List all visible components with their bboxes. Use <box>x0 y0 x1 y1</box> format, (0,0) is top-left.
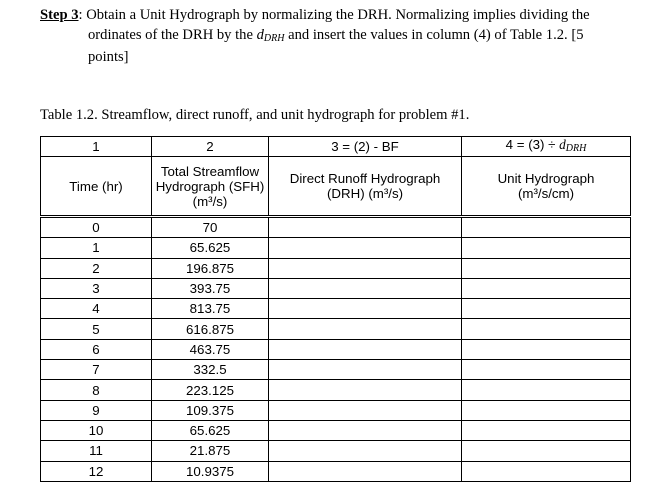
uh-cell[interactable] <box>462 360 631 380</box>
table-row <box>41 278 631 298</box>
header-sfh-line2: Hydrograph (SFH) <box>155 178 265 194</box>
step-label: Step 3 <box>40 7 79 23</box>
d-symbol: d <box>256 26 264 43</box>
uh-cell[interactable] <box>462 400 631 420</box>
col-number-4 <box>462 137 631 157</box>
table-row <box>41 400 631 420</box>
drh-cell[interactable] <box>269 360 462 380</box>
header-sfh <box>152 157 269 217</box>
uh-cell[interactable] <box>462 339 631 359</box>
time-cell: 8 <box>41 380 152 400</box>
header-sfh-line1: Total Streamflow <box>160 163 260 179</box>
time-cell: 3 <box>41 278 152 298</box>
hydrograph-table <box>40 136 631 482</box>
uh-cell[interactable] <box>462 299 631 319</box>
time-cell: 12 <box>41 461 152 481</box>
uh-cell[interactable] <box>462 278 631 298</box>
sfh-cell: 196.875 <box>152 258 269 278</box>
drh-cell[interactable] <box>269 299 462 319</box>
header-drh-line2: (DRH) (m³/s) <box>326 186 404 201</box>
uh-cell[interactable] <box>462 441 631 461</box>
drh-cell[interactable] <box>269 217 462 238</box>
uh-cell[interactable] <box>462 380 631 400</box>
d-drh-symbol <box>257 27 285 43</box>
drh-cell[interactable] <box>269 420 462 440</box>
sfh-cell: 332.5 <box>152 360 269 380</box>
col-number-3: 3 = (2) - BF <box>269 137 462 157</box>
drh-cell[interactable] <box>269 278 462 298</box>
time-cell: 10 <box>41 420 152 440</box>
drh-cell[interactable] <box>269 441 462 461</box>
col4-d-symbol: d <box>559 137 566 152</box>
uh-cell[interactable] <box>462 217 631 238</box>
col-number-2: 2 <box>152 137 269 157</box>
sfh-cell: 70 <box>152 217 269 238</box>
step-instructions <box>40 6 645 68</box>
time-cell: 0 <box>41 217 152 238</box>
uh-cell[interactable] <box>462 319 631 339</box>
step-text-line2 <box>40 26 645 49</box>
col-number-1: 1 <box>41 137 152 157</box>
time-cell: 4 <box>41 299 152 319</box>
table-row <box>41 360 631 380</box>
table-row <box>41 380 631 400</box>
table-row <box>41 441 631 461</box>
table-caption: Table 1.2. Streamflow, direct runoff, and unit hydrograph for problem #1. <box>40 107 470 123</box>
table-row <box>41 461 631 481</box>
table-row <box>41 420 631 440</box>
uh-cell[interactable] <box>462 238 631 258</box>
table-row <box>41 217 631 238</box>
drh-cell[interactable] <box>269 461 462 481</box>
header-uh <box>462 157 631 217</box>
time-cell: 7 <box>41 360 152 380</box>
header-drh-line1: Direct Runoff Hydrograph <box>289 171 441 186</box>
sfh-cell: 393.75 <box>152 278 269 298</box>
col4-d-subscript: DRH <box>565 143 587 154</box>
header-uh-line2: (m³/s/cm) <box>517 186 575 201</box>
sfh-cell: 10.9375 <box>152 461 269 481</box>
table-row <box>41 238 631 258</box>
drh-cell[interactable] <box>269 400 462 420</box>
table-row <box>41 319 631 339</box>
uh-cell[interactable] <box>462 258 631 278</box>
table-body <box>41 217 631 482</box>
header-uh-line1: Unit Hydrograph <box>497 171 595 186</box>
header-time: Time (hr) <box>41 157 152 217</box>
drh-cell[interactable] <box>269 380 462 400</box>
column-header-row <box>41 157 631 217</box>
drh-cell[interactable] <box>269 339 462 359</box>
step-text-line2b: and insert the values in column (4) of Table 1.2. [5 <box>284 26 584 43</box>
time-cell: 5 <box>41 319 152 339</box>
sfh-cell: 813.75 <box>152 299 269 319</box>
drh-cell[interactable] <box>269 238 462 258</box>
time-cell: 11 <box>41 441 152 461</box>
time-cell: 9 <box>41 400 152 420</box>
step-text-line2a: ordinates of the DRH by the <box>88 26 257 43</box>
col-number-4-d <box>559 137 586 152</box>
time-cell: 1 <box>41 238 152 258</box>
table-row <box>41 339 631 359</box>
header-drh <box>269 157 462 217</box>
uh-cell[interactable] <box>462 420 631 440</box>
column-number-row <box>41 137 631 157</box>
sfh-cell: 21.875 <box>152 441 269 461</box>
col-number-4-prefix: 4 = (3) ÷ <box>505 137 560 152</box>
sfh-cell: 65.625 <box>152 238 269 258</box>
step-text-line1: : Obtain a Unit Hydrograph by normalizing the DRH. Normalizing implies dividing the <box>78 7 590 23</box>
time-cell: 6 <box>41 339 152 359</box>
drh-cell[interactable] <box>269 319 462 339</box>
d-subscript: DRH <box>263 32 285 44</box>
drh-cell[interactable] <box>269 258 462 278</box>
step-text-line3: points] <box>88 49 129 65</box>
header-sfh-line3: (m³/s) <box>192 193 228 209</box>
uh-cell[interactable] <box>462 461 631 481</box>
table-row <box>41 258 631 278</box>
sfh-cell: 463.75 <box>152 339 269 359</box>
table-row <box>41 299 631 319</box>
sfh-cell: 223.125 <box>152 380 269 400</box>
sfh-cell: 616.875 <box>152 319 269 339</box>
sfh-cell: 65.625 <box>152 420 269 440</box>
time-cell: 2 <box>41 258 152 278</box>
sfh-cell: 109.375 <box>152 400 269 420</box>
